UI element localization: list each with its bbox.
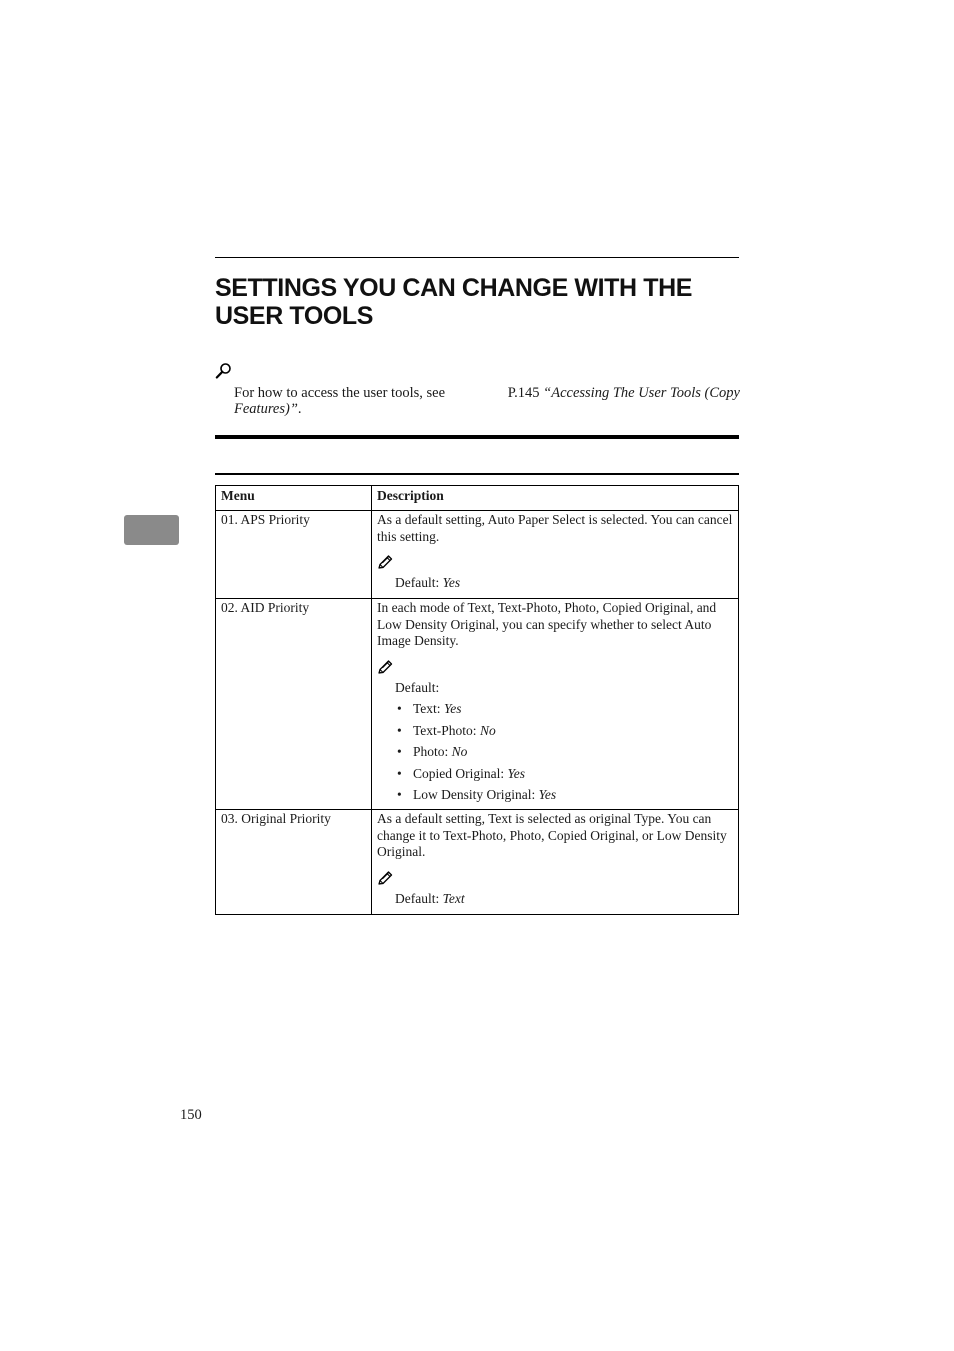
description-cell xyxy=(372,599,739,810)
menu-cell: 02. AID Priority xyxy=(216,599,372,810)
list-item xyxy=(395,701,733,718)
default-item-label: Text: xyxy=(413,701,441,716)
list-item xyxy=(395,744,733,761)
header-menu: Menu xyxy=(216,486,372,511)
list-item xyxy=(395,787,733,804)
default-label: Default: xyxy=(395,575,440,590)
pencil-note-icon xyxy=(377,555,393,570)
magnifier-icon xyxy=(215,362,233,380)
default-item-value: No xyxy=(479,722,496,738)
reference-page: P.145 xyxy=(507,385,540,401)
reference-period: . xyxy=(297,401,302,417)
description-cell xyxy=(372,810,739,915)
page-number: 150 xyxy=(180,1107,202,1123)
pencil-note-icon xyxy=(377,871,393,886)
defaults-list xyxy=(377,701,733,804)
default-value: Text xyxy=(442,890,465,906)
default-setting xyxy=(395,575,733,592)
section-rule-thick xyxy=(215,435,739,439)
reference-lead-text: For how to access the user tools, see xyxy=(234,385,446,401)
table-header-row xyxy=(216,486,739,511)
description-text: As a default setting, Text is selected as original Type. You can change it to Text-Photo, Photo, Copied Original, or Low Density Original. xyxy=(377,811,727,859)
default-item-value: No xyxy=(451,744,468,759)
default-setting xyxy=(395,891,733,908)
default-value: Yes xyxy=(442,575,461,590)
menu-cell: 01. APS Priority xyxy=(216,511,372,599)
table-row xyxy=(216,511,739,599)
reference-link[interactable] xyxy=(508,385,740,401)
section-rule-thin xyxy=(215,473,739,475)
table-row xyxy=(216,599,739,810)
page-title: SETTINGS YOU CAN CHANGE WITH THE USER TOOLS xyxy=(215,274,693,330)
default-item-label: Copied Original: xyxy=(413,765,505,781)
header-description: Description xyxy=(372,486,739,511)
list-item xyxy=(395,723,733,740)
chapter-tab xyxy=(124,515,179,545)
list-item xyxy=(395,766,733,783)
pencil-note-icon xyxy=(377,660,393,675)
default-item-label: Text-Photo: xyxy=(413,722,477,738)
table-row xyxy=(216,810,739,915)
settings-table xyxy=(215,485,739,915)
reference-title-part2[interactable]: Features)” xyxy=(234,401,298,417)
reference-title-part1: “Accessing The User Tools (Copy xyxy=(543,385,740,401)
reference-tail xyxy=(234,401,302,417)
description-text: As a default setting, Auto Paper Select is selected. You can cancel this setting. xyxy=(377,512,733,544)
default-label: Default: xyxy=(395,890,440,906)
header-rule xyxy=(215,257,739,258)
default-item-value: Yes xyxy=(443,701,462,716)
default-item-value: Yes xyxy=(507,765,526,781)
default-label: Default: xyxy=(395,679,440,695)
default-item-value: Yes xyxy=(538,787,557,802)
menu-cell: 03. Original Priority xyxy=(216,810,372,915)
description-cell xyxy=(372,511,739,599)
description-text: In each mode of Text, Text-Photo, Photo, Copied Original, and Low Density Original, you can specify whether to select Auto Image Density. xyxy=(377,600,717,648)
default-item-label: Low Density Original: xyxy=(413,787,536,802)
default-item-label: Photo: xyxy=(413,744,449,759)
